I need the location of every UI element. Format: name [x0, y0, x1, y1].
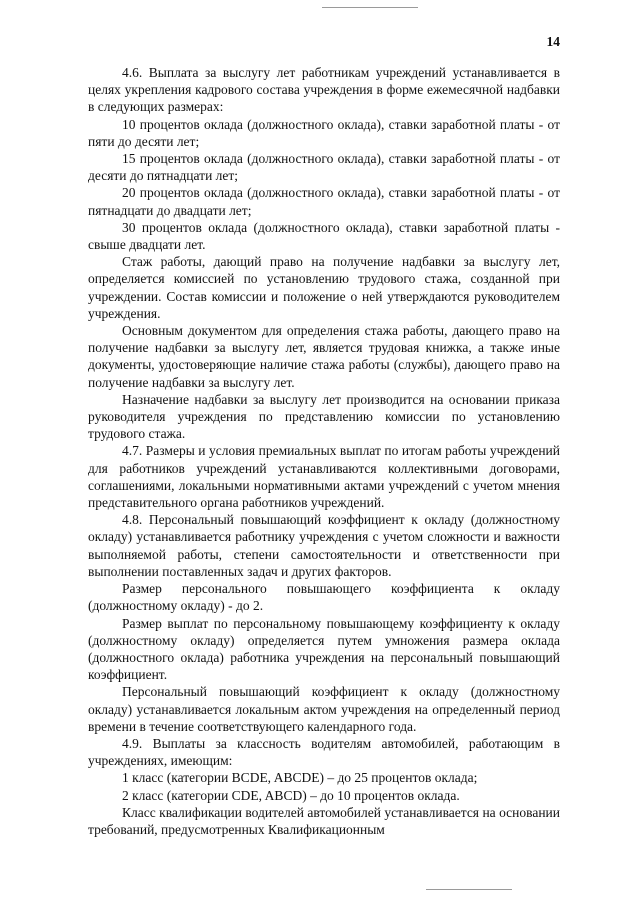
scan-artifact-top	[322, 7, 418, 8]
paragraph-20-percent: 20 процентов оклада (должностного оклада), ставки заработной платы - от пятнадцати до двадцати лет;	[88, 185, 560, 218]
scan-artifact-bottom	[426, 889, 512, 890]
paragraph-coefficient-size: Размер персонального повышающего коэффициента к окладу (должностному окладу) - до 2.	[88, 581, 560, 614]
paragraph-class-1: 1 класс (категории BCDE, ABCDE) – до 25 процентов оклада;	[122, 770, 478, 786]
paragraph-10-percent: 10 процентов оклада (должностного оклада), ставки заработной платы - от пяти до десяти лет;	[88, 116, 560, 149]
page-number: 14	[546, 34, 560, 49]
paragraph-coefficient-payment: Размер выплат по персональному повышающему коэффициенту к окладу (должностному окладу) определяется путем умножения размера оклада (должностного оклада) работника учреждения на персональный повышающий коэффициент.	[88, 615, 560, 683]
paragraph-main-document: Основным документом для определения стажа работы, дающего право на получение надбавки за выслугу лет, является трудовая книжка, а также иные документы, удостоверяющие наличие стажа работы (службы), дающего право на получение надбавки за выслугу лет.	[88, 323, 560, 390]
paragraph-service-commission: Стаж работы, дающий право на получение надбавки за выслугу лет, определяется комиссией по установлению трудового стажа, созданной при учреждении. Состав комиссии и положение о ней утверждаются руководителем учреждения.	[88, 254, 560, 321]
paragraph-coefficient-act: Персональный повышающий коэффициент к окладу (должностному окладу) устанавливается локальным актом учреждения на определенный период времени в течение соответствующего календарного года.	[88, 684, 560, 734]
paragraph-qualification-class: Класс квалификации водителей автомобилей устанавливается на основании требований, предусмотренных Квалификационным	[88, 804, 560, 837]
paragraph-4-7: 4.7. Размеры и условия премиальных выплат по итогам работы учреждений для работников учреждений устанавливаются коллективными договорами, соглашениями, локальными нормативными актами учреждений с учетом мнения представительного органа работников учреждений.	[88, 443, 560, 511]
paragraph-15-percent: 15 процентов оклада (должностного оклада), ставки заработной платы - от десяти до пятнадцати лет;	[88, 151, 560, 184]
paragraph-class-2: 2 класс (категории CDE, ABCD) – до 10 процентов оклада.	[122, 787, 460, 803]
paragraph-assignment: Назначение надбавки за выслугу лет производится на основании приказа руководителя учреждения по представлению комиссии по установлению трудового стажа.	[88, 391, 560, 442]
document-body	[88, 64, 560, 838]
paragraph-4-9: 4.9. Выплаты за классность водителям автомобилей, работающим в учреждениях, имеющим:	[88, 735, 560, 769]
paragraph-4-6: 4.6. Выплата за выслугу лет работникам учреждений устанавливается в целях укрепления кадрового состава учреждения в форме ежемесячной надбавки в следующих размерах:	[88, 65, 560, 115]
paragraph-4-8: 4.8. Персональный повышающий коэффициент к окладу (должностному окладу) устанавливается работнику учреждения с учетом сложности и важности выполняемой работы, степени самостоятельности и ответственности при выполнении поставленных задач и других факторов.	[88, 512, 560, 579]
paragraph-30-percent: 30 процентов оклада (должностного оклада), ставки заработной платы - свыше двадцати лет.	[88, 219, 560, 253]
